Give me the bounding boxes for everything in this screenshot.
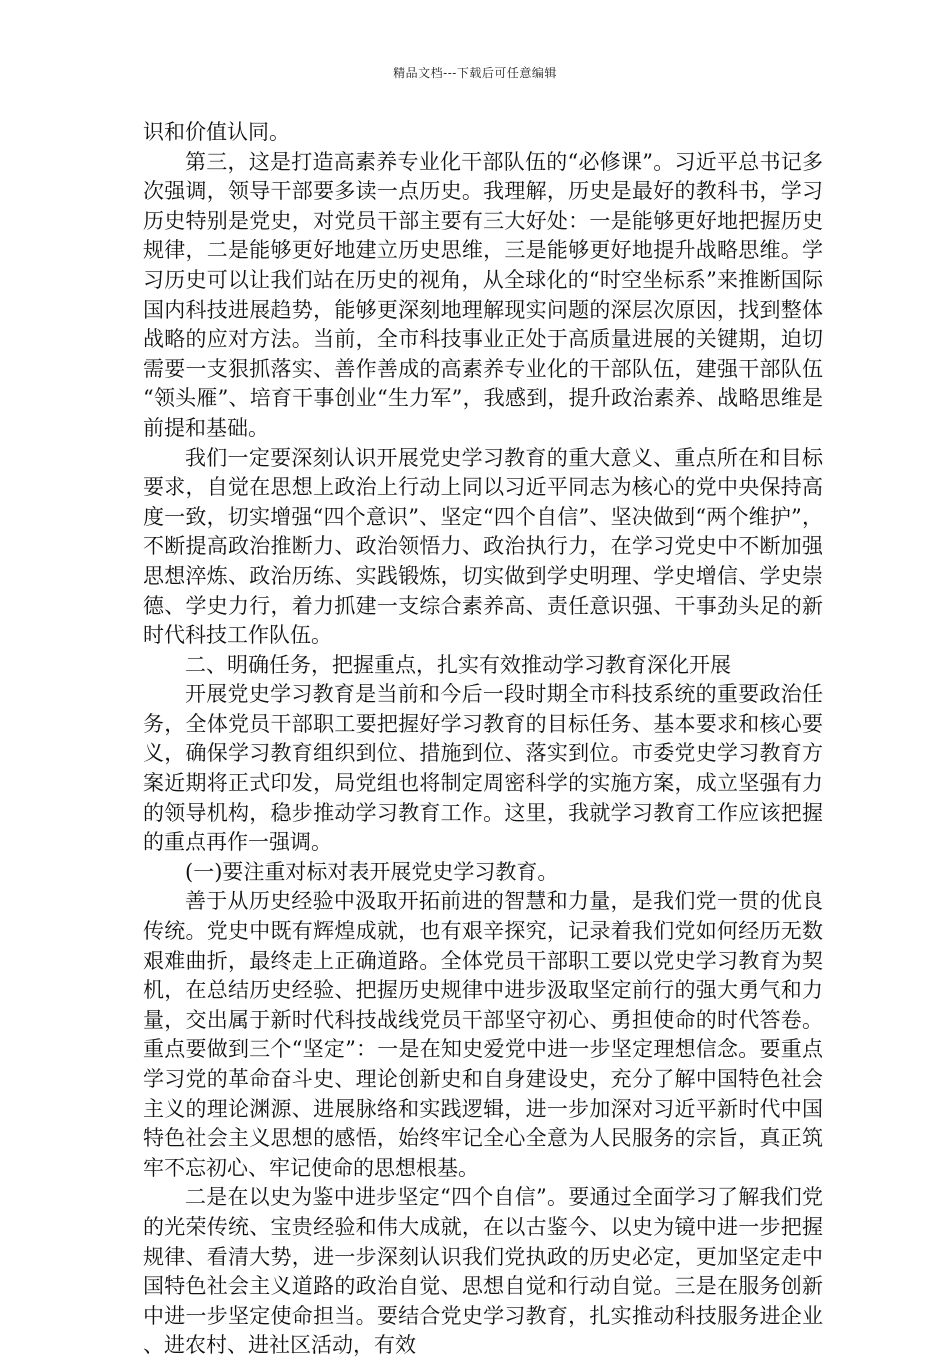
paragraph: 善于从历史经验中汲取开拓前进的智慧和力量，是我们党一贯的优良传统。党史中既有辉煌成就，也有艰辛探究，记录着我们党如何经历无数艰难曲折，最终走上正确道路。全体党员干部职工要以党史学习教育为契机，在总结历史经验、把握历史规律中进步汲取坚定前行的强大勇气和力量，交出属于新时代科技战线党员干部坚守初心、勇担使命的时代答卷。重点要做到三个“坚定”：一是在知史爱党中进一步坚定理想信念。要重点学习党的革命奋斗史、理论创新史和自身建设史，充分了解中国特色社会主义的理论渊源、进展脉络和实践逻辑，进一步加深对习近平新时代中国特色社会主义思想的感悟，始终牢记全心全意为人民服务的宗旨，真正筑牢不忘初心、牢记使命的思想根基。 [143, 889, 823, 1180]
paragraph: 开展党史学习教育是当前和今后一段时期全市科技系统的重要政治任务，全体党员干部职工要把握好学习教育的目标任务、基本要求和核心要义，确保学习教育组织到位、措施到位、落实到位。市委党史学习教育方案近期将正式印发，局党组也将制定周密科学的实施方案，成立坚强有力的领导机构，稳步推动学习教育工作。这里，我就学习教育工作应该把握的重点再作一强调。 [143, 682, 823, 855]
paragraph: 第三，这是打造高素养专业化干部队伍的“必修课”。习近平总书记多次强调，领导干部要多读一点历史。我理解，历史是最好的教科书，学习历史特别是党史，对党员干部主要有三大好处：一是能够更好地把握历史规律，二是能够更好地建立历史思维，三是能够更好地提升战略思维。学习历史可以让我们站在历史的视角，从全球化的“时空坐标系”来推断国际国内科技进展趋势，能够更深刻地理解现实问题的深层次原因，找到整体战略的应对方法。当前，全市科技事业正处于高质量进展的关键期，迫切需要一支狠抓落实、善作善成的高素养专业化的干部队伍，建强干部队伍“领头雁”、培育干事创业“生力军”，我感到，提升政治素养、战略思维是前提和基础。 [143, 149, 823, 440]
paragraph: 二是在以史为鉴中进步坚定“四个自信”。要通过全面学习了解我们党的光荣传统、宝贵经验和伟大成就，在以古鉴今、以史为镜中进一步把握规律、看清大势，进一步深刻认识我们党执政的历史必定，更加坚定走中国特色社会主义道路的政治自觉、思想自觉和行动自觉。三是在服务创新中进一步坚定使命担当。要结合党史学习教育，扎实推动科技服务进企业、进农村、进社区活动，有效 [143, 1185, 823, 1358]
section-heading: 二、明确任务，把握重点，扎实有效推动学习教育深化开展 [185, 652, 731, 677]
paragraph: 我们一定要深刻认识开展党史学习教育的重大意义、重点所在和目标要求，自觉在思想上政治上行动上同以习近平同志为核心的党中央保持高度一致，切实增强“四个意识”、坚定“四个自信”、坚决做到“两个维护”，不断提高政治推断力、政治领悟力、政治执行力，在学习党史中不断加强思想淬炼、政治历练、实践锻炼，切实做到学史明理、学史增信、学史崇德、学史力行，着力抓建一支综合素养高、责任意识强、干事劲头足的新时代科技工作队伍。 [143, 445, 823, 648]
page-header: 精品文档---下载后可任意编辑 [393, 66, 557, 80]
paragraph: 识和价值认同。 [143, 120, 290, 144]
subsection-heading: (一)要注重对标对表开展党史学习教育。 [185, 859, 559, 884]
document-body [143, 118, 823, 1361]
